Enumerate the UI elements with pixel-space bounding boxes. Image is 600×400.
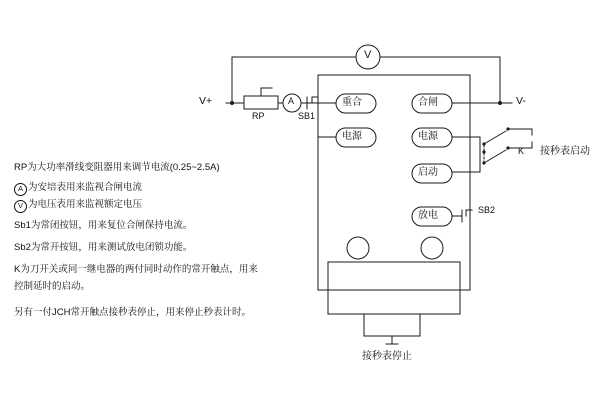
- button-label-dianyuan-right[interactable]: 电源: [418, 131, 438, 142]
- legend-rp-description: RP为大功率滑线变阻器用来调节电流(0.25~2.5A): [14, 162, 220, 173]
- label-rheostat: RP: [252, 111, 265, 121]
- legend-ammeter-description: 为安培表用来监视合闸电流: [28, 182, 143, 193]
- legend-voltmeter-description: 为电压表用来监视额定电压: [28, 199, 143, 210]
- label-sb2: SB2: [478, 205, 496, 215]
- annotation-stopwatch-stop: 接秒表停止: [362, 351, 412, 362]
- button-label-hezha[interactable]: 合闸: [418, 97, 438, 108]
- k-blade-upper: [484, 131, 506, 144]
- legend-ammeter-row: [14, 183, 142, 196]
- annotation-stopwatch-start: 接秒表启动: [540, 146, 590, 157]
- terminal-circle-right: [421, 237, 443, 259]
- button-label-heche[interactable]: 重合: [342, 97, 362, 108]
- k-blade-lower: [484, 150, 506, 163]
- legend-jch-description: 另有一付JCH常开触点接秒表停止，用来停止秒表计时。: [14, 307, 251, 318]
- vplus-node: [230, 101, 234, 105]
- k-upper-pivot: [482, 142, 485, 145]
- legend-sb1-description: Sb1为常闭按钮，用来复位合闸保持电流。: [14, 220, 193, 231]
- legend-k-description-line1: K为刀开关或同一继电器的两付同时动作的常开触点，用来: [14, 264, 258, 275]
- legend-voltmeter-row: [14, 200, 142, 213]
- terminal-circle-left: [347, 237, 369, 259]
- ammeter-symbol: A: [288, 96, 295, 106]
- button-label-qidong[interactable]: 启动: [418, 167, 438, 178]
- button-label-fangdian[interactable]: 放电: [418, 210, 438, 221]
- voltmeter-icon: V: [14, 200, 27, 213]
- legend-k-description-line2: 控制延时的启动。: [14, 281, 91, 292]
- label-sb1: SB1: [298, 111, 316, 121]
- label-supply-positive: V+: [199, 95, 213, 107]
- rheostat-wiper: [261, 88, 272, 96]
- legend-sb2-description: Sb2为常开按钮，用来测试放电闭锁功能。: [14, 242, 193, 253]
- label-supply-negative: V-: [516, 95, 526, 107]
- label-k-switch: K: [518, 146, 525, 156]
- ammeter-icon: A: [14, 183, 27, 196]
- device-lower-panel: [328, 262, 460, 314]
- rheostat-box: [244, 96, 278, 109]
- device-body-outline: [318, 75, 470, 290]
- voltmeter-symbol: V: [364, 49, 372, 61]
- k-lower-pivot: [482, 161, 485, 164]
- button-label-dianyuan-left[interactable]: 电源: [342, 131, 362, 142]
